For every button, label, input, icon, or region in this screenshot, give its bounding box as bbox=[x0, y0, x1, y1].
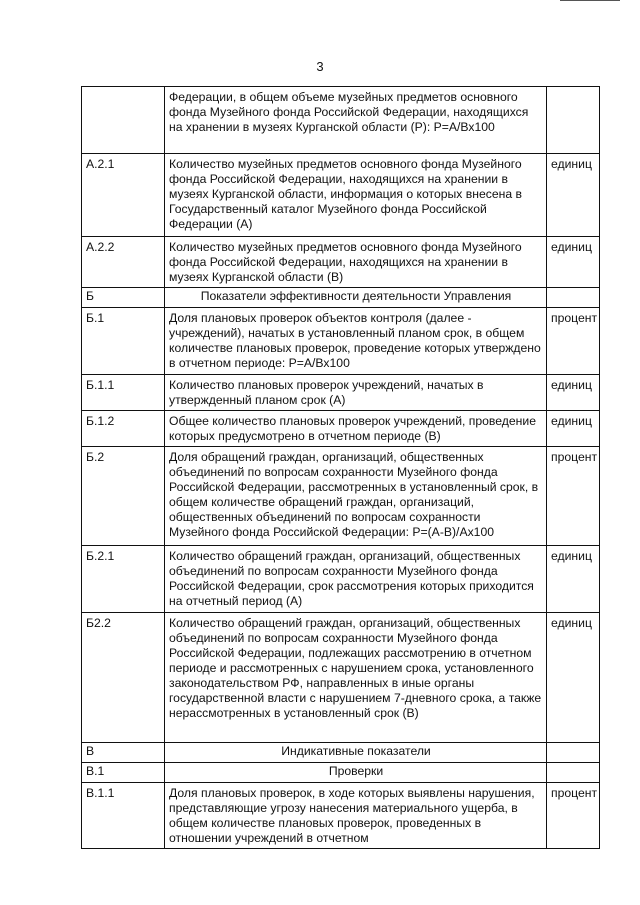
section-title: Индикативные показатели bbox=[165, 743, 547, 763]
table-row bbox=[82, 783, 600, 849]
subsection-title: Проверки bbox=[165, 763, 547, 783]
section-row bbox=[82, 743, 600, 763]
row-code bbox=[82, 87, 165, 154]
row-unit bbox=[547, 87, 600, 154]
subsection-code: В.1 bbox=[82, 763, 165, 783]
section-code: В bbox=[82, 743, 165, 763]
row-text: Доля плановых проверок объектов контроля (далее - учреждений), начатых в установленный планом срок, в общем количестве плановых проверок, проведение которых утверждено в отчетном периоде: Р=А/Вх100 bbox=[165, 308, 547, 375]
table-row bbox=[82, 411, 600, 447]
section-title: Показатели эффективности деятельности Управления bbox=[165, 288, 547, 308]
row-text: Количество обращений граждан, организаций, общественных объединений по вопросам сохранности Музейного фонда Российской Федерации, подлежащих рассмотрению в отчетном периоде и рассмотренных с нарушением срока, установленного законодательством РФ, направленных в иные органы государственной власти с нарушением 7-дневного срока, а также нерассмотренных в установленный срок (В) bbox=[165, 613, 547, 743]
table-row bbox=[82, 87, 600, 154]
table-row bbox=[82, 237, 600, 288]
row-unit: единиц bbox=[547, 613, 600, 743]
row-code: В.1.1 bbox=[82, 783, 165, 849]
section-code: Б bbox=[82, 288, 165, 308]
row-code: Б.2.1 bbox=[82, 546, 165, 613]
row-unit: единиц bbox=[547, 411, 600, 447]
table-row bbox=[82, 308, 600, 375]
page-number: 3 bbox=[316, 59, 324, 74]
row-code: Б.1.1 bbox=[82, 375, 165, 411]
row-text: Доля обращений граждан, организаций, общественных объединений по вопросам сохранности Музейного фонда Российской Федерации, рассмотренных в установленный срок, в общем количестве обращений граждан, организаций, общественных объединений по вопросам сохранности Музейного фонда Российской Федерации: Р=(А-В)/Ах100 bbox=[165, 447, 547, 546]
row-code: А.2.2 bbox=[82, 237, 165, 288]
row-text: Общее количество плановых проверок учреждений, проведение которых предусмотрено в отчетном периоде (В) bbox=[165, 411, 547, 447]
row-code: А.2.1 bbox=[82, 154, 165, 237]
row-unit: единиц bbox=[547, 546, 600, 613]
indicators-table bbox=[81, 86, 600, 849]
row-unit: процент bbox=[547, 783, 600, 849]
section-row bbox=[82, 288, 600, 308]
row-text: Федерации, в общем объеме музейных предметов основного фонда Музейного фонда Российской Федерации, находящихся на хранении в музеях Курганской области (Р): Р=А/Вх100 bbox=[165, 87, 547, 154]
row-unit: единиц bbox=[547, 375, 600, 411]
subsection-row bbox=[82, 763, 600, 783]
row-text: Количество обращений граждан, организаций, общественных объединений по вопросам сохранности Музейного фонда Российской Федерации, срок рассмотрения которых приходится на отчетный период (А) bbox=[165, 546, 547, 613]
row-unit bbox=[547, 288, 600, 308]
table-row bbox=[82, 375, 600, 411]
row-text: Доля плановых проверок, в ходе которых выявлены нарушения, представляющие угрозу нанесения материального ущерба, в общем количестве плановых проверок, проведенных в отношении учреждений в отчетном bbox=[165, 783, 547, 849]
table-row bbox=[82, 546, 600, 613]
row-code: Б.1.2 bbox=[82, 411, 165, 447]
table-row bbox=[82, 447, 600, 546]
row-unit: процент bbox=[547, 447, 600, 546]
row-unit bbox=[547, 743, 600, 763]
row-unit: единиц bbox=[547, 237, 600, 288]
row-unit bbox=[547, 763, 600, 783]
table-row bbox=[82, 154, 600, 237]
row-text: Количество музейных предметов основного фонда Музейного фонда Российской Федерации, находящихся на хранении в музеях Курганской области (В) bbox=[165, 237, 547, 288]
table-row bbox=[82, 613, 600, 743]
row-code: Б.2 bbox=[82, 447, 165, 546]
row-code: Б2.2 bbox=[82, 613, 165, 743]
top-edge-line bbox=[560, 0, 620, 1]
row-code: Б.1 bbox=[82, 308, 165, 375]
row-text: Количество музейных предметов основного фонда Музейного фонда Российской Федерации, находящихся на хранении в музеях Курганской области, информация о которых внесена в Государственный каталог Музейного фонда Российской Федерации (А) bbox=[165, 154, 547, 237]
row-text: Количество плановых проверок учреждений, начатых в утвержденный планом срок (А) bbox=[165, 375, 547, 411]
row-unit: процент bbox=[547, 308, 600, 375]
row-unit: единиц bbox=[547, 154, 600, 237]
